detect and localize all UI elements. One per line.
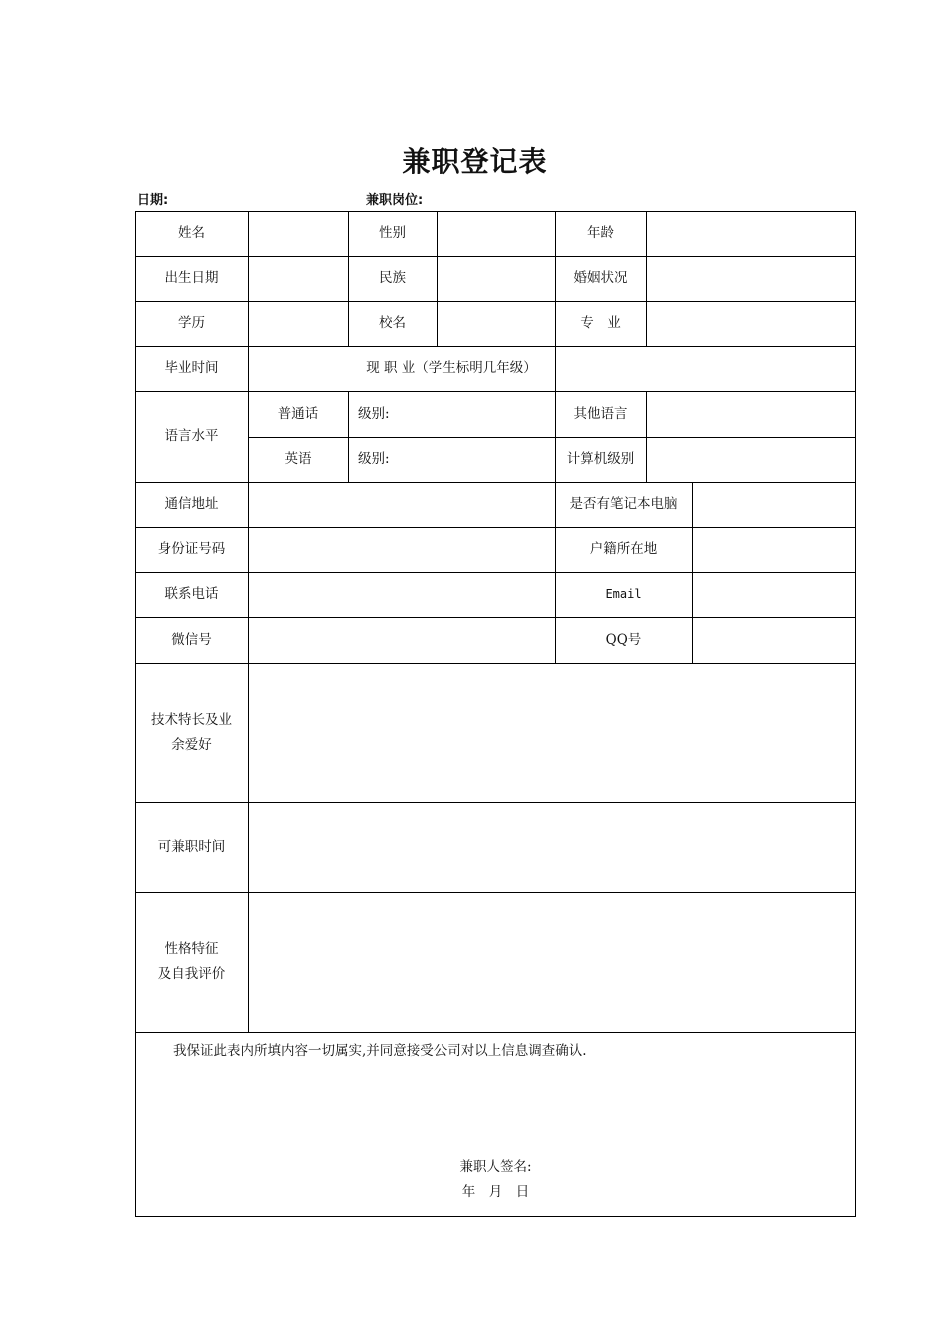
computer-level-label: 计算机级别 <box>566 451 635 467</box>
graduation-time-label: 毕业时间 <box>164 360 219 376</box>
birth-date-label: 出生日期 <box>164 270 219 286</box>
marital-status-label: 婚姻状况 <box>573 270 628 286</box>
phone-label: 联系电话 <box>164 586 219 602</box>
occupation-label: 现 职 业（学生标明几年级） <box>366 360 537 376</box>
registration-table <box>135 211 856 1217</box>
has-laptop-label: 是否有笔记本电脑 <box>569 496 678 512</box>
other-language-field[interactable] <box>647 392 855 437</box>
education-field[interactable] <box>249 302 348 346</box>
available-time-label: 可兼职时间 <box>157 838 226 855</box>
hukou-label: 户籍所在地 <box>589 541 658 557</box>
address-label: 通信地址 <box>164 496 219 512</box>
signature-label: 兼职人签名: <box>459 1159 532 1175</box>
major-field[interactable] <box>647 302 855 346</box>
qq-label: QQ号 <box>605 631 642 648</box>
age-field[interactable] <box>647 212 855 256</box>
ethnicity-label: 民族 <box>379 270 406 286</box>
mandarin-label: 普通话 <box>277 405 319 422</box>
personality-label: 性格特征 及自我评价 <box>157 941 226 982</box>
address-field[interactable] <box>249 483 555 527</box>
graduation-time-field[interactable] <box>249 347 348 391</box>
gender-field[interactable] <box>438 212 555 256</box>
school-label: 校名 <box>379 315 406 331</box>
major-label: 专 业 <box>580 315 621 331</box>
email-field[interactable] <box>693 573 855 617</box>
occupation-field[interactable] <box>556 347 855 391</box>
skills-label: 技术特长及业 余爱好 <box>151 711 232 753</box>
phone-field[interactable] <box>249 573 555 617</box>
other-language-label: 其他语言 <box>573 405 628 422</box>
school-field[interactable] <box>438 302 555 346</box>
age-label: 年龄 <box>587 225 614 241</box>
english-label: 英语 <box>284 451 312 467</box>
name-label: 姓名 <box>178 225 205 241</box>
available-time-field[interactable] <box>249 803 855 892</box>
education-label: 学历 <box>178 315 205 331</box>
ethnicity-field[interactable] <box>438 257 555 301</box>
form-title: 兼职登记表 <box>402 145 548 178</box>
position-label: 兼职岗位: <box>366 193 424 208</box>
date-label: 日期: <box>137 193 169 208</box>
computer-level-field[interactable] <box>647 438 855 482</box>
id-number-label: 身份证号码 <box>157 541 226 557</box>
signature-date: 年 月 日 <box>461 1184 530 1200</box>
marital-status-field[interactable] <box>647 257 855 301</box>
declaration-text: 我保证此表内所填内容一切属实,并同意接受公司对以上信息调查确认. <box>173 1043 587 1059</box>
id-number-field[interactable] <box>249 528 555 572</box>
hukou-field[interactable] <box>693 528 855 572</box>
skills-field[interactable] <box>249 664 855 802</box>
email-label: Email <box>605 587 642 601</box>
name-field[interactable] <box>249 212 348 256</box>
wechat-label: 微信号 <box>171 631 212 648</box>
qq-field[interactable] <box>693 618 855 663</box>
english-level-field[interactable]: 级别: <box>358 451 390 467</box>
table-border-bottom <box>135 1216 856 1217</box>
language-level-label: 语言水平 <box>164 428 219 444</box>
has-laptop-field[interactable] <box>693 483 855 527</box>
gender-label: 性别 <box>379 225 406 241</box>
personality-field[interactable] <box>249 893 855 1032</box>
birth-date-field[interactable] <box>249 257 348 301</box>
wechat-field[interactable] <box>249 618 555 663</box>
mandarin-level-field[interactable]: 级别: <box>358 405 390 422</box>
declaration-section <box>135 1032 856 1216</box>
